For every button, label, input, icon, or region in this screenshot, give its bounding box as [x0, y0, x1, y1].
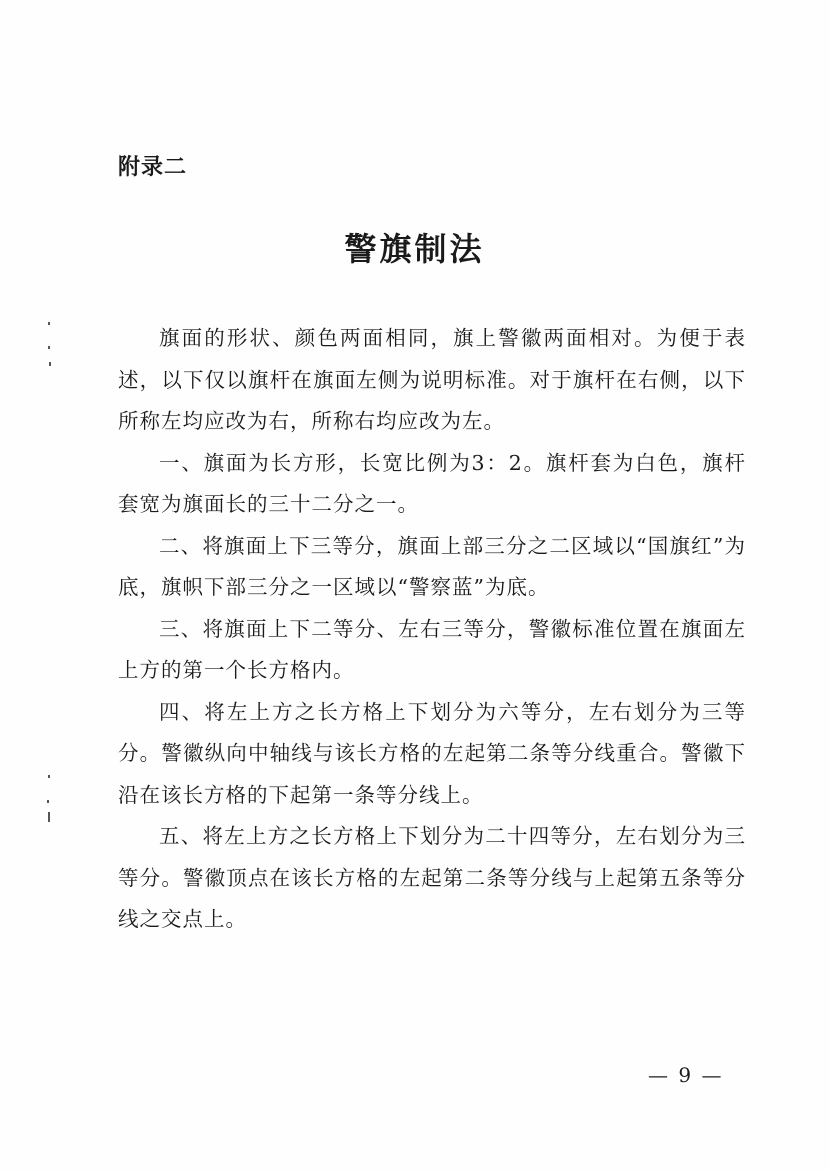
paragraph-intro: 旗面的形状、颜色两面相同，旗上警徽两面相对。为便于表述，以下仅以旗杆在旗面左侧为说明标准。对于旗杆在右侧，以下所称左均应改为右，所称右均应改为左。 [118, 326, 746, 433]
page-title: 警旗制法 [344, 230, 485, 268]
body-text [118, 318, 746, 941]
scan-mark [47, 800, 49, 803]
scan-mark [49, 362, 51, 366]
appendix-label: 附录二 [118, 155, 188, 180]
scan-mark [48, 346, 50, 349]
paragraph-5: 五、将左上方之长方格上下划分为二十四等分，左右划分为三等分。警徽顶点在该长方格的左起第二条等分线与上起第五条等分线之交点上。 [118, 824, 746, 931]
page-number: — 9 — [648, 1063, 724, 1087]
paragraph-1: 一、旗面为长方形，长宽比例为3：2。旗杆套为白色，旗杆套宽为旗面长的三十二分之一。 [118, 450, 746, 516]
scan-mark [48, 812, 50, 822]
paragraph-3: 三、将旗面上下二等分、左右三等分，警徽标准位置在旗面左上方的第一个长方格内。 [118, 616, 746, 682]
scan-mark [48, 775, 50, 778]
paragraph-4: 四、将左上方之长方格上下划分为六等分，左右划分为三等分。警徽纵向中轴线与该长方格的左起第二条等分线重合。警徽下沿在该长方格的下起第一条等分线上。 [118, 699, 746, 807]
paragraph-2: 二、将旗面上下三等分，旗面上部三分之二区域以“国旗红”为底，旗帜下部三分之一区域以“警察蓝”为底。 [118, 533, 746, 599]
scan-mark [48, 322, 50, 325]
